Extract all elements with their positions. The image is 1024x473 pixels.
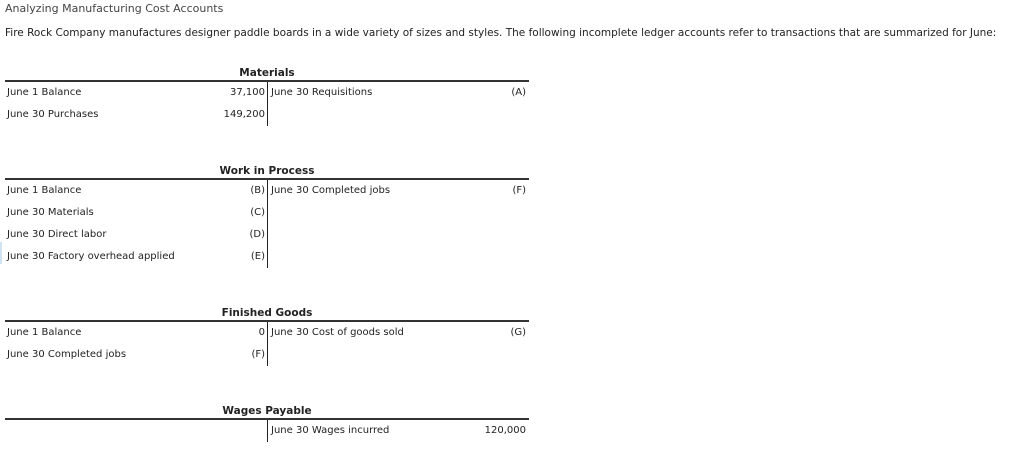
credit-amount: (G) [510,327,526,338]
finished-goods-row [5,322,529,344]
debit-label: June 30 Completed jobs [7,349,127,360]
debit-amount: (C) [250,207,265,218]
finished-goods-account-title: Finished Goods [221,307,313,319]
debit-label: June 1 Balance [7,87,82,98]
wages-payable-account-title: Wages Payable [222,405,312,417]
wages-payable-row [5,420,529,442]
debit-amount: 149,200 [223,109,265,120]
credit-amount: 120,000 [484,425,526,436]
row-focus-accent [0,242,2,264]
debit-amount: (D) [249,229,265,240]
debit-amount: 0 [258,327,265,338]
wip-row [5,180,529,202]
debit-amount: 37,100 [230,87,265,98]
wip-row [5,224,529,246]
debit-label: June 1 Balance [7,185,82,196]
debit-label: June 30 Purchases [7,109,99,120]
finished-goods-row [5,344,529,366]
wages-payable-account [5,404,529,444]
materials-row [5,82,529,104]
credit-label: June 30 Wages incurred [271,425,390,436]
debit-label: June 30 Direct labor [7,229,107,240]
finished-goods-account [5,306,529,368]
credit-label: June 30 Completed jobs [271,185,391,196]
credit-amount: (F) [512,185,526,196]
debit-label: June 30 Materials [7,207,94,218]
materials-account-title: Materials [239,67,295,79]
credit-label: June 30 Requisitions [271,87,373,98]
work-in-process-account [5,164,529,270]
debit-amount: (F) [251,349,265,360]
page-heading: Analyzing Manufacturing Cost Accounts [5,2,224,15]
debit-label: June 30 Factory overhead applied [7,251,175,262]
credit-amount: (A) [511,87,526,98]
debit-amount: (B) [250,185,265,196]
wip-row [5,202,529,224]
debit-label: June 1 Balance [7,327,82,338]
materials-account [5,66,529,128]
wip-account-title: Work in Process [219,165,315,177]
credit-label: June 30 Cost of goods sold [271,327,404,338]
intro-text: Fire Rock Company manufactures designer paddle boards in a wide variety of sizes and styles. The following incomplete ledger accounts refer to transactions that are summarized for June: [5,27,997,39]
wip-row [5,246,529,268]
debit-amount: (E) [250,251,265,262]
materials-row [5,104,529,126]
